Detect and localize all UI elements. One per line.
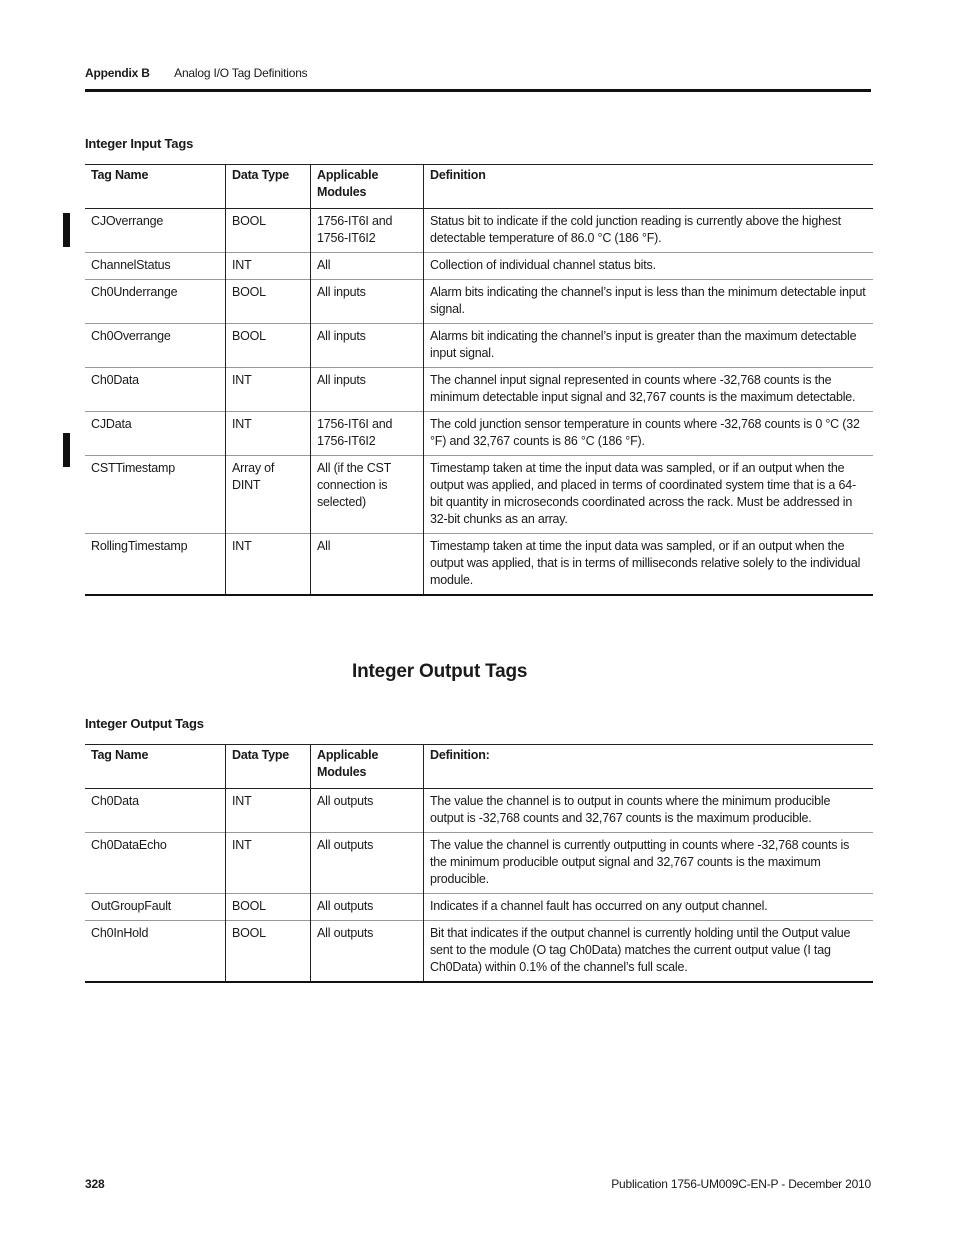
change-bar xyxy=(63,433,70,467)
table-row xyxy=(85,209,873,253)
column-header: Data Type xyxy=(226,165,311,209)
definition-cell: The value the channel is to output in counts where the minimum producible output is -32,768 counts and 32,767 counts is the maximum producible. xyxy=(424,789,874,833)
integer-output-tags-table xyxy=(85,744,873,983)
appendix-title: Analog I/O Tag Definitions xyxy=(174,66,308,80)
applicable-modules-cell: All xyxy=(311,534,424,596)
applicable-modules-cell: All inputs xyxy=(311,280,424,324)
integer-input-tags-table xyxy=(85,164,873,596)
tag-name-cell: OutGroupFault xyxy=(91,899,172,913)
table-row xyxy=(85,456,873,534)
definition-cell: Timestamp taken at time the input data was sampled, or if an output when the output was applied, and placed in terms of coordinated system time that is a 64-bit quantity in microseconds coordinated across the rack. Must be addressed in 32-bit chunks as an array. xyxy=(424,456,874,534)
column-header: Tag Name xyxy=(91,168,149,182)
tag-name-cell: ChannelStatus xyxy=(91,258,171,272)
input-table-caption: Integer Input Tags xyxy=(85,136,194,151)
data-type-cell: INT xyxy=(226,534,311,596)
applicable-modules-cell: All inputs xyxy=(311,324,424,368)
data-type-cell: INT xyxy=(226,412,311,456)
applicable-modules-cell: All xyxy=(311,253,424,280)
column-header: Tag Name xyxy=(91,748,149,762)
applicable-modules-cell: 1756-IT6I and 1756-IT6I2 xyxy=(311,209,424,253)
tag-name-cell: Ch0DataEcho xyxy=(91,838,167,852)
table-row xyxy=(85,280,873,324)
table-header-row xyxy=(85,165,873,209)
definition-cell: Indicates if a channel fault has occurred on any output channel. xyxy=(424,894,874,921)
applicable-modules-cell: All inputs xyxy=(311,368,424,412)
table-row xyxy=(85,534,873,596)
tag-name-cell: CJOverrange xyxy=(91,214,164,228)
table-row xyxy=(85,324,873,368)
section-heading: Integer Output Tags xyxy=(352,661,528,682)
data-type-cell: BOOL xyxy=(226,324,311,368)
tag-name-cell: Ch0Data xyxy=(91,373,139,387)
definition-cell: The value the channel is currently outputting in counts where -32,768 counts is the minimum producible output signal and 32,767 counts is the maximum producible. xyxy=(424,833,874,894)
tag-name-cell: CSTTimestamp xyxy=(91,461,175,475)
change-bar xyxy=(63,213,70,247)
applicable-modules-cell: All outputs xyxy=(311,789,424,833)
definition-cell: The channel input signal represented in counts where -32,768 counts is the minimum detectable input signal and 32,767 counts is the maximum detectable. xyxy=(424,368,874,412)
applicable-modules-cell: 1756-IT6I and 1756-IT6I2 xyxy=(311,412,424,456)
data-type-cell: Array of DINT xyxy=(226,456,311,534)
header-rule xyxy=(85,89,871,92)
output-table-caption: Integer Output Tags xyxy=(85,716,204,731)
data-type-cell: BOOL xyxy=(226,921,311,983)
definition-cell: The cold junction sensor temperature in counts where -32,768 counts is 0 °C (32 °F) and 32,767 counts is 86 °C (186 °F). xyxy=(424,412,874,456)
page-number: 328 xyxy=(85,1177,105,1191)
applicable-modules-cell: All outputs xyxy=(311,921,424,983)
tag-name-cell: CJData xyxy=(91,417,132,431)
page-header xyxy=(85,66,307,80)
table-row xyxy=(85,368,873,412)
tag-name-cell: RollingTimestamp xyxy=(91,539,188,553)
appendix-label: Appendix B xyxy=(85,66,150,80)
tag-name-cell: Ch0Data xyxy=(91,794,139,808)
data-type-cell: INT xyxy=(226,833,311,894)
table-row xyxy=(85,833,873,894)
definition-cell: Alarms bit indicating the channel’s input is greater than the maximum detectable input signal. xyxy=(424,324,874,368)
definition-cell: Alarm bits indicating the channel’s input is less than the minimum detectable input signal. xyxy=(424,280,874,324)
data-type-cell: INT xyxy=(226,253,311,280)
applicable-modules-cell: All outputs xyxy=(311,833,424,894)
tag-name-cell: Ch0Overrange xyxy=(91,329,171,343)
column-header: Data Type xyxy=(226,745,311,789)
applicable-modules-cell: All (if the CST connection is selected) xyxy=(311,456,424,534)
definition-cell: Bit that indicates if the output channel is currently holding until the Output value sent to the module (O tag Ch0Data) matches the current output value (I tag Ch0Data) within 0.1% of the channel’s full scale. xyxy=(424,921,874,983)
definition-cell: Timestamp taken at time the input data was sampled, or if an output when the output was applied, that is in terms of milliseconds relative solely to the individual module. xyxy=(424,534,874,596)
table-row xyxy=(85,253,873,280)
publication-info: Publication 1756-UM009C-EN-P - December 2010 xyxy=(611,1177,871,1191)
column-header: Applicable Modules xyxy=(311,165,424,209)
definition-cell: Status bit to indicate if the cold junction reading is currently above the highest detectable temperature of 86.0 °C (186 °F). xyxy=(424,209,874,253)
table-row xyxy=(85,412,873,456)
table-row xyxy=(85,789,873,833)
table-row xyxy=(85,894,873,921)
data-type-cell: BOOL xyxy=(226,209,311,253)
data-type-cell: BOOL xyxy=(226,894,311,921)
table-row xyxy=(85,921,873,983)
tag-name-cell: Ch0Underrange xyxy=(91,285,178,299)
column-header: Definition: xyxy=(424,745,874,789)
data-type-cell: BOOL xyxy=(226,280,311,324)
definition-cell: Collection of individual channel status bits. xyxy=(424,253,874,280)
table-header-row xyxy=(85,745,873,789)
column-header: Definition xyxy=(424,165,874,209)
column-header: Applicable Modules xyxy=(311,745,424,789)
data-type-cell: INT xyxy=(226,368,311,412)
applicable-modules-cell: All outputs xyxy=(311,894,424,921)
tag-name-cell: Ch0InHold xyxy=(91,926,149,940)
data-type-cell: INT xyxy=(226,789,311,833)
